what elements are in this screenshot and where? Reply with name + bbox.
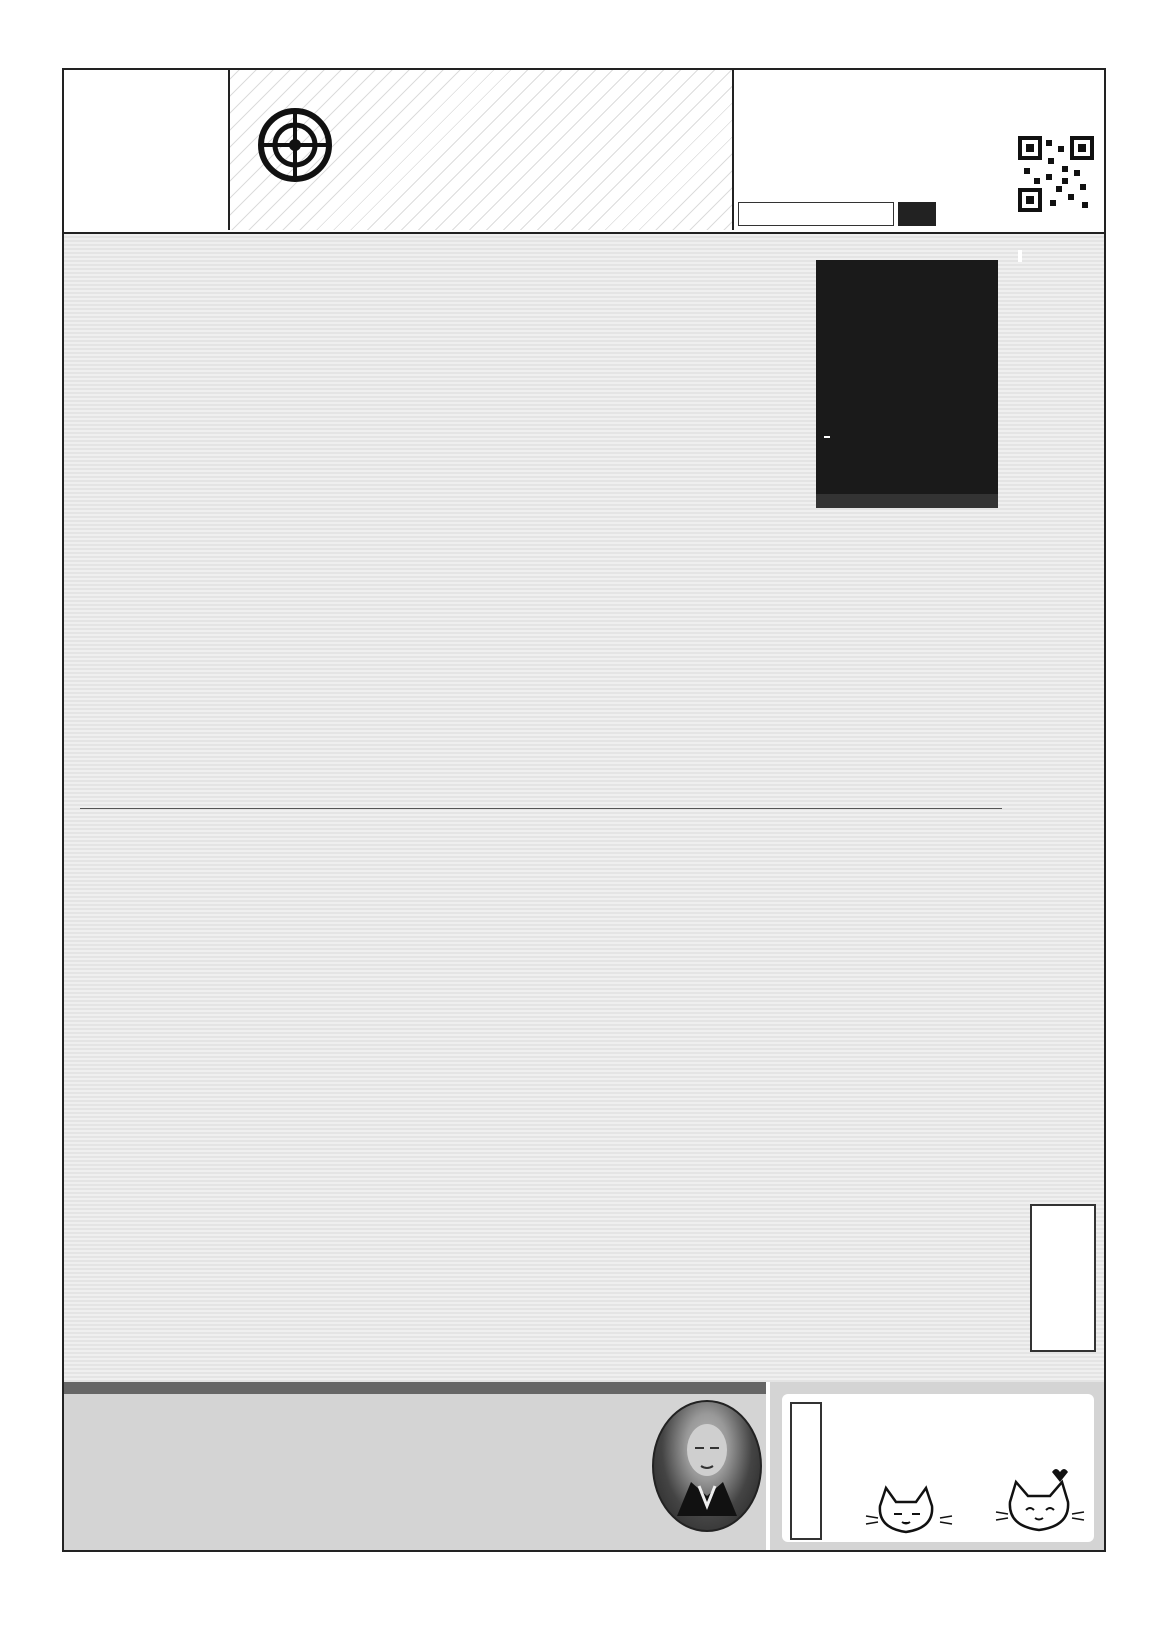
temple-crest-icon [256, 106, 334, 184]
cat-illustration-icon-2 [992, 1466, 1088, 1542]
event-banner [64, 1382, 766, 1550]
portrait-face-icon [677, 1416, 737, 1516]
word-scroll [790, 1402, 822, 1540]
cat-illustration-icon [860, 1476, 956, 1542]
book-badge [824, 436, 830, 438]
qr-code-icon [1018, 136, 1094, 212]
event-date [78, 1466, 84, 1503]
search-button[interactable] [898, 202, 936, 226]
book-cover [816, 260, 998, 494]
author-box [1030, 1204, 1096, 1352]
publisher-info [738, 74, 1100, 230]
date-block [64, 70, 226, 230]
header-divider [62, 232, 1106, 234]
masthead [228, 70, 734, 230]
word-of-month [770, 1382, 1104, 1550]
search-input[interactable] [738, 202, 894, 226]
article-headline [1018, 250, 1022, 262]
book-cover-strip [816, 494, 998, 508]
event-title-bar [64, 1382, 766, 1394]
priest-portrait [652, 1400, 762, 1532]
section-divider [80, 808, 1002, 809]
